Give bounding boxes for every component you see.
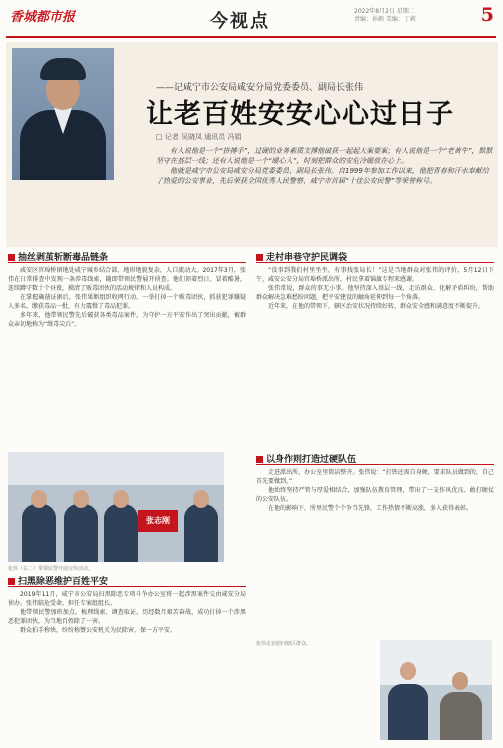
issue-editors: 责编：孙鹤 美编：丁莉 <box>354 16 416 23</box>
community-event-photo <box>8 452 224 562</box>
page-number: 5 <box>480 4 494 26</box>
masthead-rule <box>6 36 496 38</box>
section-body-3: 走进派出所，办公室里简洁整齐。张伟说：“打铁还需自身硬，要求队员做到的，自己首先要做到。” 他始终坚持严管与厚爱相结合，加强队伍教育管理，带出了一支作风优良、敢打硬仗的公安队伍。 在他的影响下，所里民警个个争当先锋，工作热情不断高涨，多人获得表彰。 <box>256 469 494 512</box>
section-heading-3: 以身作则打造过硬队伍 <box>256 452 494 465</box>
section-body-2: “没事到我们村里坐坐，有事找张局长！”这是当地群众对张伟的评价。5月12日下午，咸安公安分局官埠桥派出所，村民拿着锦旗专程来感谢。 张伟常说，群众的事无小事。他坚持深入基层一线，走访群众、化解矛盾纠纷，帮助群众解决急难愁盼问题，把平安建设的触角延伸到每一个角落。 近年来，在他的带领下，辖区治安状况持续好转，群众安全感和满意度不断提升。 <box>256 267 494 310</box>
section-heading-1: 抽丝剥茧斩断毒品链条 <box>8 250 246 263</box>
section-heading-2: 走村串巷守护民调袋 <box>256 250 494 263</box>
section-body-4: 2019年11月，咸宁市公安局扫黑除恶专项斗争办公室将一起涉黑案件交由咸安分局侦办。张伟临危受命，担任专案组组长。 他带领民警加班加点，梳理线索、调查取证，历经数月艰苦奋战，成功打掉一个涉黑恶犯罪团伙，为当地百姓除了一害。 群众拍手称快，纷纷称赞公安机关为民除害、保一方平安。 <box>8 591 246 634</box>
article-lede <box>156 146 494 186</box>
photo-caption: 张伟（右二）带领民警开展宣传活动。 <box>8 566 94 572</box>
article-kicker: ——记咸宁市公安局咸安分局党委委员、副局长张伟 <box>156 83 364 93</box>
section-marker-icon <box>256 254 263 261</box>
section-marker-icon <box>8 578 15 585</box>
visit-photo-caption: 张伟走访慰问辖区群众。 <box>256 641 312 647</box>
newspaper-brand: 香城都市报 <box>10 10 76 25</box>
issue-meta <box>354 8 416 24</box>
section-marker-icon <box>256 456 263 463</box>
visit-photo <box>380 640 492 740</box>
lede-paragraph: 他就是咸宁市公安局咸安分局党委委员、副局长张伟。自1999年参加工作以来，他把青春和汗水奉献给了热爱的公安事业，先后荣获全国优秀人民警察、咸宁市首届“十佳公安民警”等荣誉称号。 <box>156 167 489 185</box>
section-heading-4: 扫黑除恶维护百姓平安 <box>8 574 246 587</box>
issue-date: 2022年8月2日 星期二 <box>354 8 415 15</box>
masthead <box>6 4 496 44</box>
lede-paragraph: 有人说他是一个“拼搏手”，过硬的业务素质支撑他破获一起起大案要案；有人说他是一个“老黄牛”，默默坚守在基层一线；还有人说他是一个“暖心人”，时刻把群众的安危冷暖放在心上。 <box>156 147 493 165</box>
hero-banner <box>6 42 498 247</box>
section-title: 今视点 <box>210 11 270 32</box>
section-marker-icon <box>8 254 15 261</box>
article-headline: 让老百姓安安心心过日子 <box>146 99 454 130</box>
photo-banner: 张志刚 <box>138 510 178 532</box>
officer-portrait <box>12 48 114 180</box>
article-byline: □ 记者 吴晓凤 通讯员 冯娟 <box>156 133 242 141</box>
section-body-1: 咸安区官埠桥镇地处咸宁城乡结合部，地形地貌复杂，人口流动大。2017年3月，张伟在日常排查中发现一条涉毒线索，随即带领民警展开侦查。他们顶着烈日、冒着酷暑，连续蹲守数十个昼夜，摸清了贩毒团伙的活动规律和人员构成。 在掌握确凿证据后，张伟果断组织收网行动，一举打掉一个贩毒团伙，抓获犯罪嫌疑人多名，缴获毒品一批，有力震慑了毒品犯罪。 多年来，他带领民警先后破获各类毒品案件，为守护一方平安作出了突出贡献，被群众亲切地称为“缉毒尖兵”。 <box>8 267 246 328</box>
